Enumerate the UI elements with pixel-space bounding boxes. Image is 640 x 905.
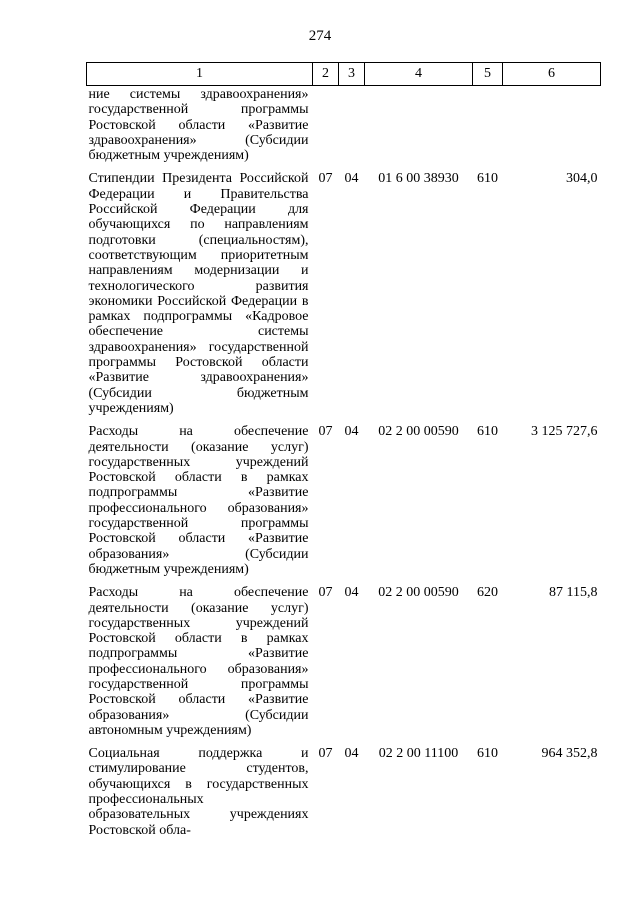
- row-target-code: 02 2 00 11100: [378, 746, 459, 762]
- row-subsection: 04: [344, 424, 359, 440]
- row-target-code: 02 2 00 00590: [378, 585, 459, 601]
- header-col-5: 5: [473, 63, 503, 86]
- row-amount: 304,0: [566, 171, 598, 187]
- row-section: [313, 86, 339, 164]
- header-col-4: 4: [365, 63, 473, 86]
- row-expense-type: 610: [477, 424, 498, 440]
- table-row: [87, 416, 601, 577]
- row-description: ние системы здравоохранения» государственной программы Ростовской области «Развитие здравоохранения» (Субсидии бюджетным учреждениям): [88, 87, 309, 164]
- header-row: [87, 63, 601, 86]
- row-amount: [503, 86, 601, 164]
- row-expense-type: 610: [477, 171, 498, 187]
- row-description: Социальная поддержка и стимулирование студентов, обучающихся в государственных профессиональных образовательных учреждениях Ростовской обла-: [88, 746, 309, 838]
- row-section: 07: [318, 171, 333, 187]
- row-expense-type: [473, 86, 503, 164]
- table-row: [87, 86, 601, 164]
- row-amount: 3 125 727,6: [531, 424, 598, 440]
- row-subsection: 04: [344, 746, 359, 762]
- header-col-3: 3: [339, 63, 365, 86]
- row-expense-type: 620: [477, 585, 498, 601]
- row-target-code: [365, 86, 473, 164]
- row-description: Расходы на обеспечение деятельности (оказание услуг) государственных учреждений Ростовской области в рамках подпрограммы «Развитие профессионального образования» государственной программы Ростовской области «Развитие образования» (Субсидии автономным учреждениям): [88, 585, 309, 738]
- header-col-6: 6: [503, 63, 601, 86]
- row-expense-type: 610: [477, 746, 498, 762]
- row-description: Стипендии Президента Российской Федерации и Правительства Российской Федерации для обучающихся по направлениям подготовки (специальностям), соответствующим приоритетным направлениям модернизации и технологического развития экономики Российской Федерации в рамках подпрограммы «Кадровое обеспечение системы здравоохранения» государственной программы Ростовской области «Развитие здравоохранения» (Субсидии бюджетным учреждениям): [88, 171, 309, 416]
- budget-table: [86, 62, 601, 838]
- row-subsection: 04: [344, 585, 359, 601]
- page-number: 274: [308, 28, 332, 44]
- row-amount: 87 115,8: [549, 585, 598, 601]
- table-row: [87, 577, 601, 738]
- row-section: 07: [318, 746, 333, 762]
- row-target-code: 02 2 00 00590: [378, 424, 459, 440]
- table-row: [87, 163, 601, 416]
- row-subsection: [339, 86, 365, 164]
- table-row: [87, 738, 601, 838]
- row-description: Расходы на обеспечение деятельности (оказание услуг) государственных учреждений Ростовской области в рамках подпрограммы «Развитие профессионального образования» государственной программы Ростовской области «Развитие образования» (Субсидии бюджетным учреждениям): [88, 424, 309, 577]
- header-col-2: 2: [313, 63, 339, 86]
- row-section: 07: [318, 424, 333, 440]
- row-section: 07: [318, 585, 333, 601]
- row-amount: 964 352,8: [541, 746, 598, 762]
- row-target-code: 01 6 00 38930: [378, 171, 459, 187]
- row-subsection: 04: [344, 171, 359, 187]
- header-col-1: 1: [87, 63, 313, 86]
